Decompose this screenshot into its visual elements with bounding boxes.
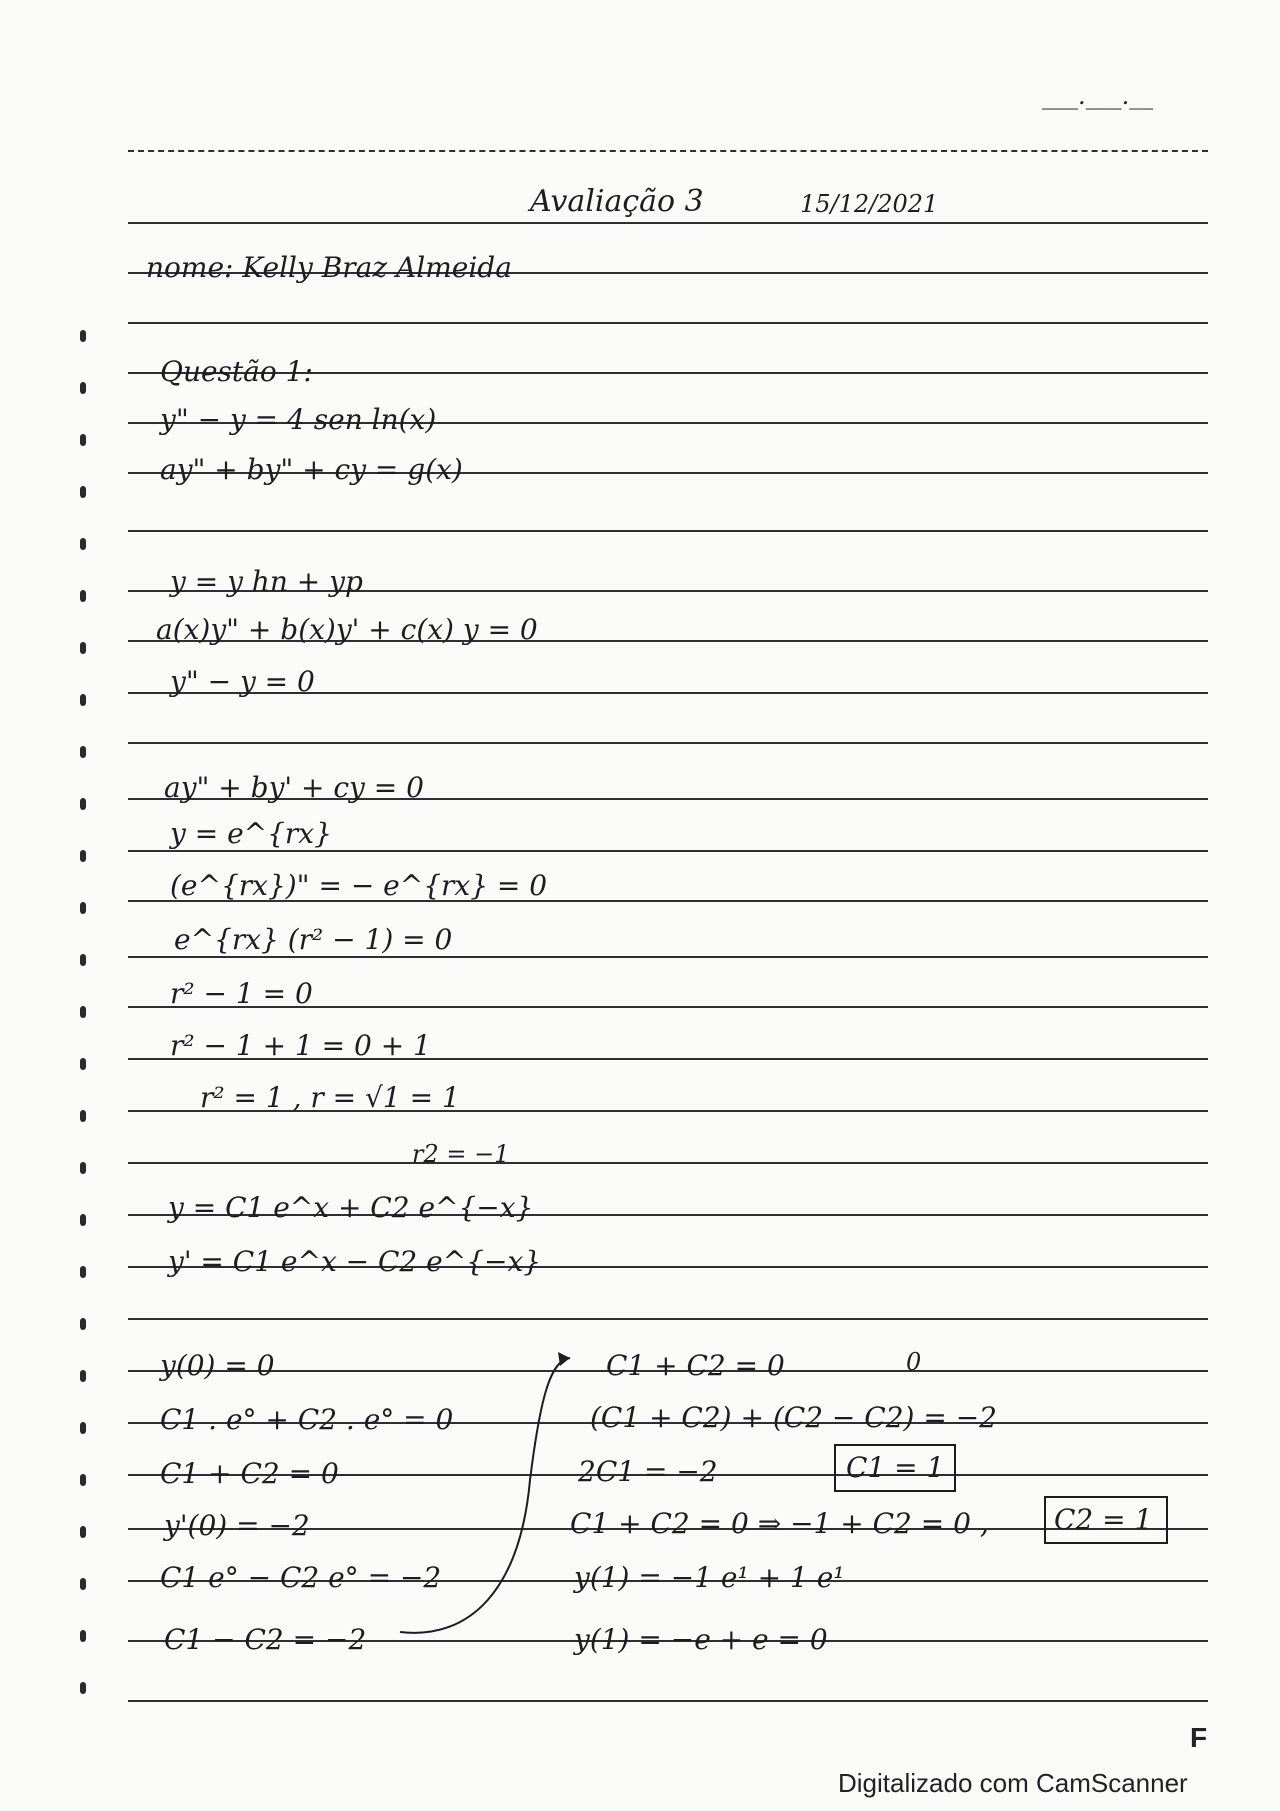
date: 15/12/2021 [800, 190, 939, 218]
boxed-answer: C1 = 1 [846, 1451, 945, 1484]
date-blank: ___.___.__ [1042, 82, 1154, 110]
equation-line: y(0) = 0 [160, 1349, 275, 1382]
student-name: nome: Kelly Braz Almeida [146, 251, 512, 284]
equation-line: (C1 + C2) + (C2 − C2) = −2 [590, 1401, 997, 1434]
question-heading: Questão 1: [160, 355, 313, 388]
scanner-watermark: Digitalizado com CamScanner [838, 1768, 1188, 1798]
equation-line: y(1) = −e + e = 0 [574, 1623, 828, 1656]
equation-line: C1 − C2 = −2 [164, 1623, 367, 1656]
equation-line: C1 . e° + C2 . e° = 0 [160, 1403, 454, 1436]
equation-line: y(1) = −1 e¹ + 1 e¹ [574, 1561, 845, 1594]
equation-line: r2 = −1 [412, 1140, 510, 1168]
equation-line: y = y hn + yp [170, 565, 363, 598]
equation-line: y" − y = 4 sen ln(x) [160, 403, 437, 436]
equation-line: y = e^{rx} [170, 817, 332, 850]
equation-line: r² − 1 = 0 [170, 977, 313, 1010]
page-title: Avaliação 3 [530, 184, 704, 219]
equation-line: r² = 1 , r = √1 = 1 [200, 1081, 460, 1114]
equation-line: e^{rx} (r² − 1) = 0 [174, 923, 453, 956]
equation-line: C1 + C2 = 0 [606, 1349, 785, 1382]
scanner-mark: F [1190, 1722, 1208, 1753]
equation-line: y' = C1 e^x − C2 e^{−x} [168, 1245, 542, 1278]
equation-line: C1 + C2 = 0 [160, 1457, 339, 1490]
equation-line: C1 + C2 = 0 ⇒ −1 + C2 = 0 , [570, 1507, 989, 1540]
equation-line: r² − 1 + 1 = 0 + 1 [170, 1029, 431, 1062]
equation-line: y = C1 e^x + C2 e^{−x} [168, 1191, 534, 1224]
equation-line: y" − y = 0 [170, 665, 315, 698]
equation-line: (e^{rx})" = − e^{rx} = 0 [170, 869, 548, 902]
overline-note: 0 [906, 1348, 922, 1376]
equation-line: y'(0) = −2 [164, 1509, 310, 1542]
equation-line: ay" + by" + cy = g(x) [160, 453, 463, 486]
equation-line: ay" + by' + cy = 0 [164, 771, 424, 804]
equation-line: 2C1 = −2 [578, 1455, 718, 1488]
equation-line: C1 e° − C2 e° = −2 [160, 1561, 442, 1594]
equation-line: a(x)y" + b(x)y' + c(x) y = 0 [156, 613, 538, 646]
boxed-answer: C2 = 1 [1054, 1503, 1153, 1536]
